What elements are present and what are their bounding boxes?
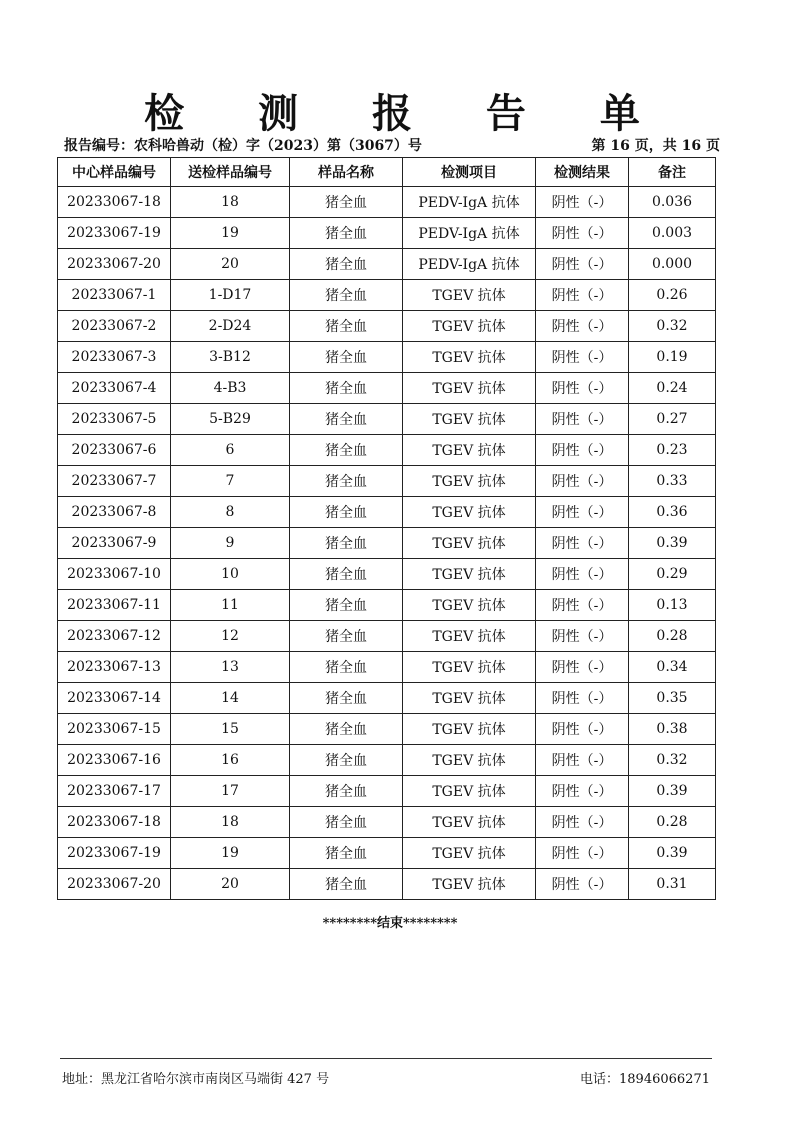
cell-test-item: TGEV 抗体 [403,342,536,373]
cell-test-item: TGEV 抗体 [403,714,536,745]
cell-sample-name: 猪全血 [290,807,403,838]
cell-test-item: TGEV 抗体 [403,590,536,621]
cell-sample-name: 猪全血 [290,590,403,621]
table-row [58,249,716,280]
cell-center-sample-no: 20233067-2 [58,311,171,342]
cell-remark: 0.28 [629,621,716,652]
cell-test-item: TGEV 抗体 [403,466,536,497]
cell-sample-name: 猪全血 [290,311,403,342]
cell-center-sample-no: 20233067-16 [58,745,171,776]
cell-center-sample-no: 20233067-12 [58,621,171,652]
cell-center-sample-no: 20233067-4 [58,373,171,404]
cell-test-result: 阴性（-） [536,466,629,497]
end-mark: ********结束******** [322,916,458,931]
cell-center-sample-no: 20233067-13 [58,652,171,683]
table-row [58,528,716,559]
cell-remark: 0.32 [629,311,716,342]
table-row [58,776,716,807]
cell-center-sample-no: 20233067-3 [58,342,171,373]
cell-remark: 0.38 [629,714,716,745]
cell-sample-name: 猪全血 [290,559,403,590]
cell-test-result: 阴性（-） [536,187,629,218]
cell-submitted-sample-no: 19 [171,218,290,249]
table-header-row [58,158,716,187]
results-table [57,157,716,900]
cell-sample-name: 猪全血 [290,249,403,280]
footer-address: 地址：黑龙江省哈尔滨市南岗区马端街 427 号 [62,1072,330,1087]
cell-remark: 0.32 [629,745,716,776]
cell-center-sample-no: 20233067-18 [58,807,171,838]
cell-center-sample-no: 20233067-7 [58,466,171,497]
cell-test-item: TGEV 抗体 [403,683,536,714]
cell-remark: 0.29 [629,559,716,590]
cell-test-result: 阴性（-） [536,714,629,745]
cell-sample-name: 猪全血 [290,714,403,745]
table-row [58,714,716,745]
cell-remark: 0.31 [629,869,716,900]
cell-test-item: TGEV 抗体 [403,373,536,404]
cell-submitted-sample-no: 20 [171,249,290,280]
cell-test-item: PEDV-IgA 抗体 [403,187,536,218]
cell-test-result: 阴性（-） [536,869,629,900]
cell-test-result: 阴性（-） [536,311,629,342]
cell-submitted-sample-no: 19 [171,838,290,869]
cell-test-result: 阴性（-） [536,621,629,652]
cell-test-item: TGEV 抗体 [403,807,536,838]
cell-test-item: PEDV-IgA 抗体 [403,218,536,249]
table-row [58,621,716,652]
cell-test-result: 阴性（-） [536,776,629,807]
table-row [58,311,716,342]
table-row [58,838,716,869]
cell-center-sample-no: 20233067-9 [58,528,171,559]
table-row [58,807,716,838]
cell-sample-name: 猪全血 [290,187,403,218]
cell-test-result: 阴性（-） [536,652,629,683]
cell-remark: 0.36 [629,497,716,528]
table-row [58,745,716,776]
cell-sample-name: 猪全血 [290,373,403,404]
cell-submitted-sample-no: 7 [171,466,290,497]
cell-test-result: 阴性（-） [536,807,629,838]
cell-center-sample-no: 20233067-19 [58,838,171,869]
cell-remark: 0.13 [629,590,716,621]
cell-submitted-sample-no: 14 [171,683,290,714]
cell-test-result: 阴性（-） [536,280,629,311]
table-row [58,373,716,404]
cell-test-result: 阴性（-） [536,838,629,869]
cell-test-item: TGEV 抗体 [403,776,536,807]
header-test-result: 检测结果 [536,158,629,187]
cell-center-sample-no: 20233067-8 [58,497,171,528]
table-row [58,435,716,466]
page-info: 第 16 页，共 16 页 [591,138,720,154]
report-title: 检 测 报 告 单 [144,90,670,137]
cell-submitted-sample-no: 18 [171,187,290,218]
cell-test-item: TGEV 抗体 [403,528,536,559]
cell-test-result: 阴性（-） [536,218,629,249]
cell-test-item: TGEV 抗体 [403,621,536,652]
cell-sample-name: 猪全血 [290,497,403,528]
table-row [58,559,716,590]
table-row [58,497,716,528]
footer-phone: 电话：18946066271 [580,1072,710,1087]
cell-submitted-sample-no: 5-B29 [171,404,290,435]
cell-test-item: PEDV-IgA 抗体 [403,249,536,280]
cell-center-sample-no: 20233067-11 [58,590,171,621]
table-row [58,466,716,497]
cell-center-sample-no: 20233067-14 [58,683,171,714]
table-row [58,404,716,435]
cell-submitted-sample-no: 4-B3 [171,373,290,404]
cell-test-item: TGEV 抗体 [403,435,536,466]
header-center-sample-no: 中心样品编号 [58,158,171,187]
report-number: 报告编号：农科哈兽动（检）字（2023）第（3067）号 [64,138,422,154]
table-body [58,187,716,900]
cell-test-result: 阴性（-） [536,404,629,435]
cell-test-result: 阴性（-） [536,342,629,373]
cell-remark: 0.27 [629,404,716,435]
cell-sample-name: 猪全血 [290,869,403,900]
cell-sample-name: 猪全血 [290,652,403,683]
cell-remark: 0.39 [629,528,716,559]
table-row [58,590,716,621]
cell-remark: 0.24 [629,373,716,404]
cell-test-item: TGEV 抗体 [403,280,536,311]
cell-center-sample-no: 20233067-18 [58,187,171,218]
cell-center-sample-no: 20233067-15 [58,714,171,745]
table-row [58,683,716,714]
cell-submitted-sample-no: 11 [171,590,290,621]
cell-test-item: TGEV 抗体 [403,869,536,900]
cell-test-item: TGEV 抗体 [403,497,536,528]
cell-submitted-sample-no: 12 [171,621,290,652]
cell-sample-name: 猪全血 [290,683,403,714]
cell-submitted-sample-no: 2-D24 [171,311,290,342]
table-row [58,280,716,311]
cell-test-result: 阴性（-） [536,528,629,559]
cell-submitted-sample-no: 3-B12 [171,342,290,373]
cell-submitted-sample-no: 13 [171,652,290,683]
cell-sample-name: 猪全血 [290,404,403,435]
cell-remark: 0.23 [629,435,716,466]
cell-center-sample-no: 20233067-1 [58,280,171,311]
cell-remark: 0.35 [629,683,716,714]
cell-remark: 0.28 [629,807,716,838]
cell-remark: 0.000 [629,249,716,280]
cell-sample-name: 猪全血 [290,342,403,373]
cell-sample-name: 猪全血 [290,745,403,776]
header-submitted-sample-no: 送检样品编号 [171,158,290,187]
cell-test-result: 阴性（-） [536,590,629,621]
cell-test-result: 阴性（-） [536,745,629,776]
cell-center-sample-no: 20233067-5 [58,404,171,435]
cell-submitted-sample-no: 8 [171,497,290,528]
table-row [58,187,716,218]
cell-test-result: 阴性（-） [536,249,629,280]
cell-submitted-sample-no: 6 [171,435,290,466]
cell-remark: 0.33 [629,466,716,497]
cell-sample-name: 猪全血 [290,218,403,249]
cell-sample-name: 猪全血 [290,776,403,807]
table-row [58,342,716,373]
cell-sample-name: 猪全血 [290,466,403,497]
cell-submitted-sample-no: 18 [171,807,290,838]
cell-center-sample-no: 20233067-10 [58,559,171,590]
footer-divider [60,1058,712,1059]
cell-submitted-sample-no: 1-D17 [171,280,290,311]
cell-remark: 0.39 [629,776,716,807]
cell-remark: 0.39 [629,838,716,869]
cell-submitted-sample-no: 15 [171,714,290,745]
cell-submitted-sample-no: 20 [171,869,290,900]
cell-remark: 0.26 [629,280,716,311]
header-sample-name: 样品名称 [290,158,403,187]
cell-submitted-sample-no: 10 [171,559,290,590]
cell-test-item: TGEV 抗体 [403,652,536,683]
cell-center-sample-no: 20233067-19 [58,218,171,249]
cell-test-item: TGEV 抗体 [403,838,536,869]
table-row [58,869,716,900]
cell-remark: 0.19 [629,342,716,373]
cell-sample-name: 猪全血 [290,435,403,466]
cell-test-result: 阴性（-） [536,435,629,466]
cell-test-item: TGEV 抗体 [403,404,536,435]
cell-sample-name: 猪全血 [290,528,403,559]
header-test-item: 检测项目 [403,158,536,187]
header-remark: 备注 [629,158,716,187]
cell-test-item: TGEV 抗体 [403,745,536,776]
cell-center-sample-no: 20233067-17 [58,776,171,807]
cell-remark: 0.036 [629,187,716,218]
cell-remark: 0.003 [629,218,716,249]
cell-remark: 0.34 [629,652,716,683]
table-row [58,218,716,249]
cell-center-sample-no: 20233067-6 [58,435,171,466]
cell-test-result: 阴性（-） [536,683,629,714]
cell-test-result: 阴性（-） [536,373,629,404]
cell-submitted-sample-no: 17 [171,776,290,807]
cell-sample-name: 猪全血 [290,621,403,652]
cell-sample-name: 猪全血 [290,838,403,869]
cell-test-result: 阴性（-） [536,559,629,590]
cell-sample-name: 猪全血 [290,280,403,311]
cell-submitted-sample-no: 9 [171,528,290,559]
cell-center-sample-no: 20233067-20 [58,869,171,900]
cell-submitted-sample-no: 16 [171,745,290,776]
cell-center-sample-no: 20233067-20 [58,249,171,280]
cell-test-item: TGEV 抗体 [403,311,536,342]
table-row [58,652,716,683]
cell-test-item: TGEV 抗体 [403,559,536,590]
cell-test-result: 阴性（-） [536,497,629,528]
